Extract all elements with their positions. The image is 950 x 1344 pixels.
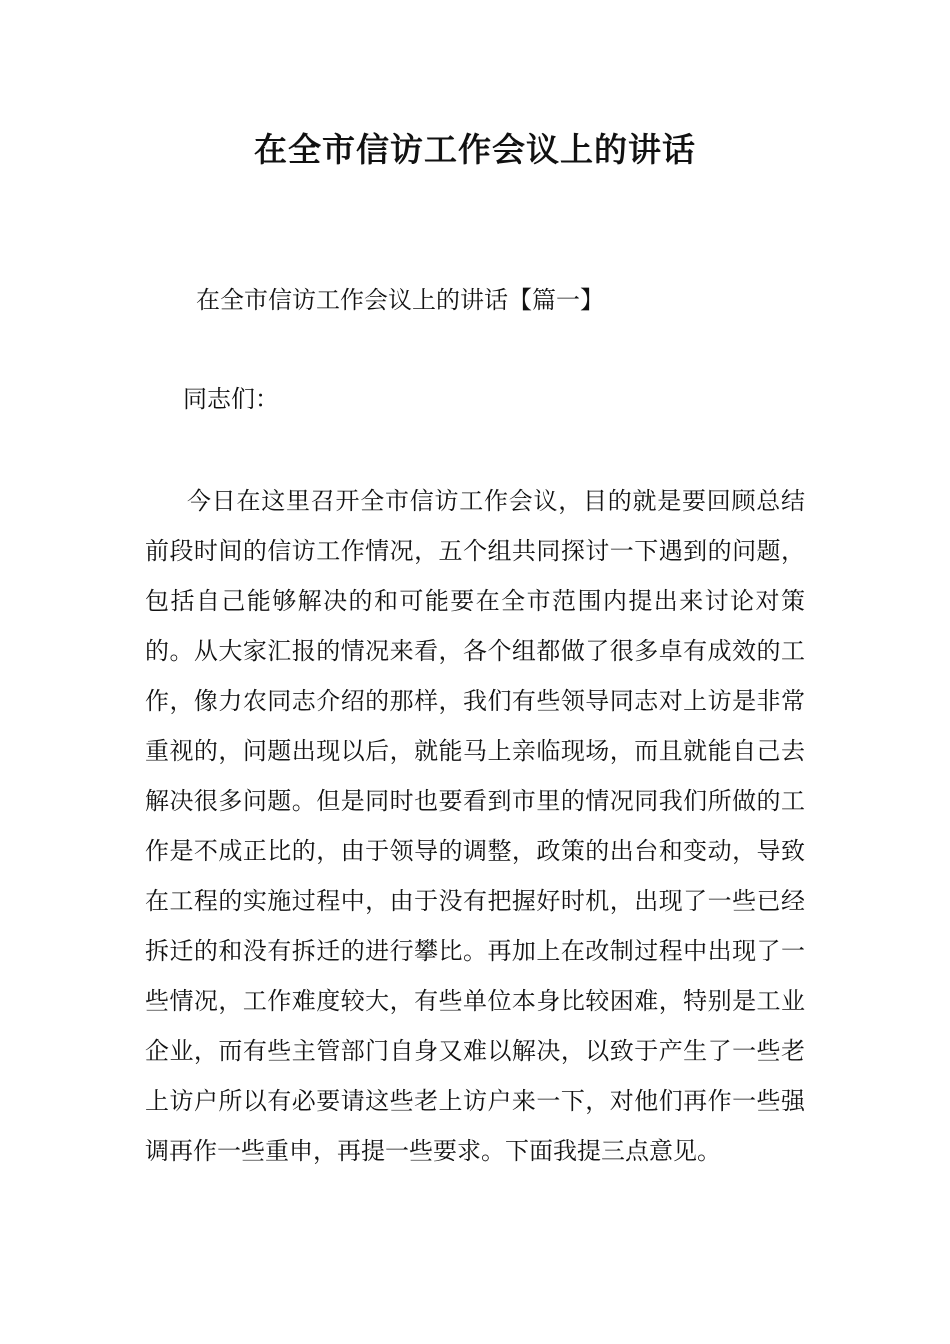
salutation: 同志们： (183, 385, 279, 413)
document-title: 在全市信访工作会议上的讲话 (254, 130, 696, 169)
body-paragraph: 今日在这里召开全市信访工作会议，目的就是要回顾总结前段时间的信访工作情况，五个组共同探讨一下遇到的问题，包括自己能够解决的和可能要在全市范围内提出来讨论对策的。从大家汇报的情况来看，各个组都做了很多卓有成效的工作，像力农同志介绍的那样，我们有些领导同志对上访是非常重视的，问题出现以后，就能马上亲临现场，而且就能自己去解决很多问题。但是同时也要看到市里的情况同我们所做的工作是不成正比的，由于领导的调整，政策的出台和变动，导致在工程的实施过程中，由于没有把握好时机，出现了一些已经拆迁的和没有拆迁的进行攀比。再加上在改制过程中出现了一些情况，工作难度较大，有些单位本身比较困难，特别是工业企业，而有些主管部门自身又难以解决，以致于产生了一些老上访户所以有必要请这些老上访户来一下，对他们再作一些强调再作一些重申，再提一些要求。下面我提三点意见。 (145, 487, 805, 1165)
section-heading: 在全市信访工作会议上的讲话【篇一】 (196, 286, 604, 314)
